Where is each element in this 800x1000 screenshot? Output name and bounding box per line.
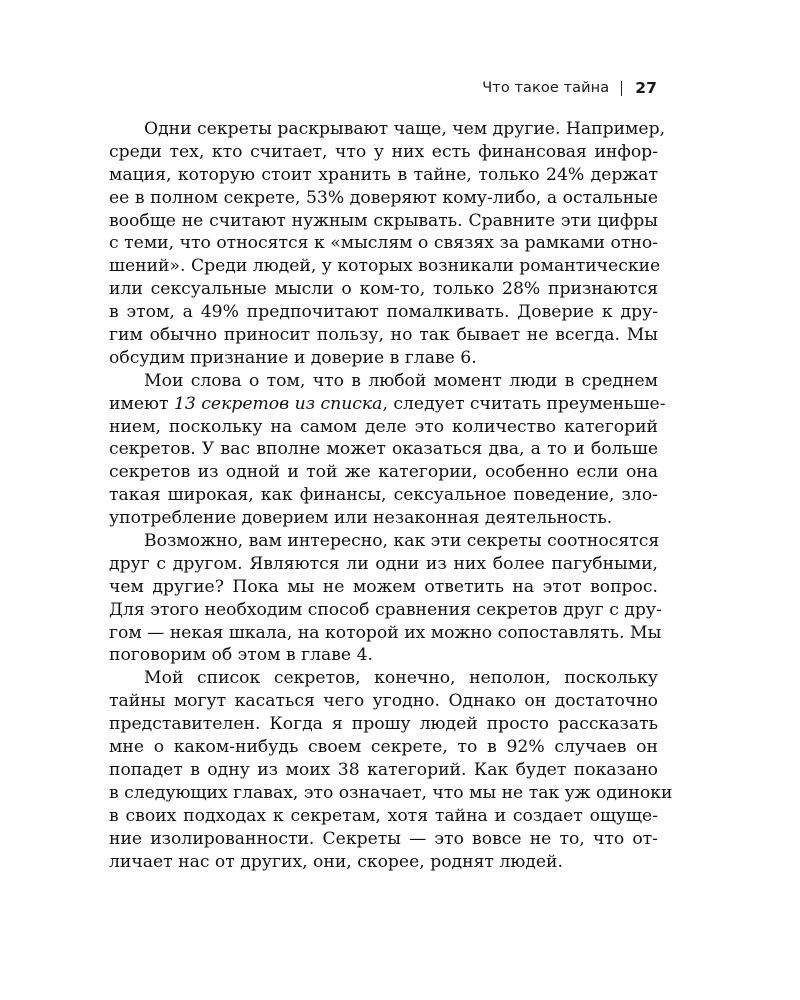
text-line: или сексуальные мысли о ком-то, только 28% признаются xyxy=(109,279,658,300)
text-line: среди тех, кто считает, что у них есть финансовая инфор- xyxy=(109,141,658,162)
text-line: тайны могут касаться чего угодно. Однако он достаточно xyxy=(109,691,658,712)
emphasized-phrase: 13 секретов из списка xyxy=(173,393,383,414)
text-line: Мои слова о том, что в любой момент люди в среднем xyxy=(144,370,658,391)
text-line: гом — некая шкала, на которой их можно сопоставлять. Мы xyxy=(109,622,662,643)
text-line: в своих подходах к секретам, хотя тайна и создает ощуще- xyxy=(109,805,658,826)
body-text xyxy=(109,118,673,873)
paragraph-1 xyxy=(109,118,666,370)
text-line: секретов из одной и той же категории, особенно если она xyxy=(109,462,658,483)
text-line: поговорим об этом в главе 4. xyxy=(109,645,373,666)
text-line: представителен. Когда я прошу людей просто рассказать xyxy=(109,714,658,735)
header-separator xyxy=(621,81,622,96)
text-line: шений». Среди людей, у которых возникали романтические xyxy=(109,256,661,277)
paragraph-4 xyxy=(109,667,673,873)
text-line: такая широкая, как финансы, сексуальное поведение, зло- xyxy=(109,485,658,506)
text-line: с теми, что относятся к «мыслям о связях за рамками отно- xyxy=(109,233,658,254)
text-line: в этом, а 49% предпочитают помалкивать. Доверие к дру- xyxy=(109,302,658,323)
text-line: гим обычно приносит пользу, но так бывает не всегда. Мы xyxy=(109,325,658,346)
text-line: употребление доверием или незаконная деятельность. xyxy=(109,508,613,529)
text-line: Возможно, вам интересно, как эти секреты соотносятся xyxy=(144,531,660,552)
text-line: мация, которую стоит хранить в тайне, только 24% держат xyxy=(109,164,658,185)
page-number: 27 xyxy=(635,79,657,97)
text-line-with-emphasis xyxy=(109,393,666,416)
text-line: мне о каком-нибудь своем секрете, то в 92% случаев он xyxy=(109,737,658,758)
text-line: в следующих главах, это означает, что мы не так уж одиноки xyxy=(109,782,673,803)
text-line: секретов. У вас вполне может оказаться два, а то и больше xyxy=(109,439,658,460)
text-segment: , следует считать преуменьше- xyxy=(382,393,666,414)
chapter-title: Что такое тайна xyxy=(482,80,610,96)
text-line: нием, поскольку на самом деле это количество категорий xyxy=(109,416,658,437)
text-line: друг с другом. Являются ли одни из них более пагубными, xyxy=(109,553,658,574)
text-line: попадет в одну из моих 38 категорий. Как будет показано xyxy=(109,759,658,780)
text-line: личает нас от других, они, скорее, роднят людей. xyxy=(109,851,563,872)
paragraph-2 xyxy=(109,370,666,530)
text-line: ее в полном секрете, 53% доверяют кому-либо, а остальные xyxy=(109,187,658,208)
text-line: обсудим признание и доверие в главе 6. xyxy=(109,347,477,368)
text-line: ние изолированности. Секреты — это вовсе не то, что от- xyxy=(109,828,658,849)
text-segment: имеют xyxy=(109,393,174,414)
text-line: чем другие? Пока мы не можем ответить на этот вопрос. xyxy=(109,576,658,597)
paragraph-3 xyxy=(109,530,662,667)
text-line: Одни секреты раскрывают чаще, чем другие. Например, xyxy=(144,119,666,139)
text-line: Мой список секретов, конечно, неполон, поскольку xyxy=(144,668,658,689)
text-line: вообще не считают нужным скрывать. Сравните эти цифры xyxy=(109,210,658,231)
text-line: Для этого необходим способ сравнения секретов друг с дру- xyxy=(109,599,662,620)
running-head xyxy=(482,79,657,97)
